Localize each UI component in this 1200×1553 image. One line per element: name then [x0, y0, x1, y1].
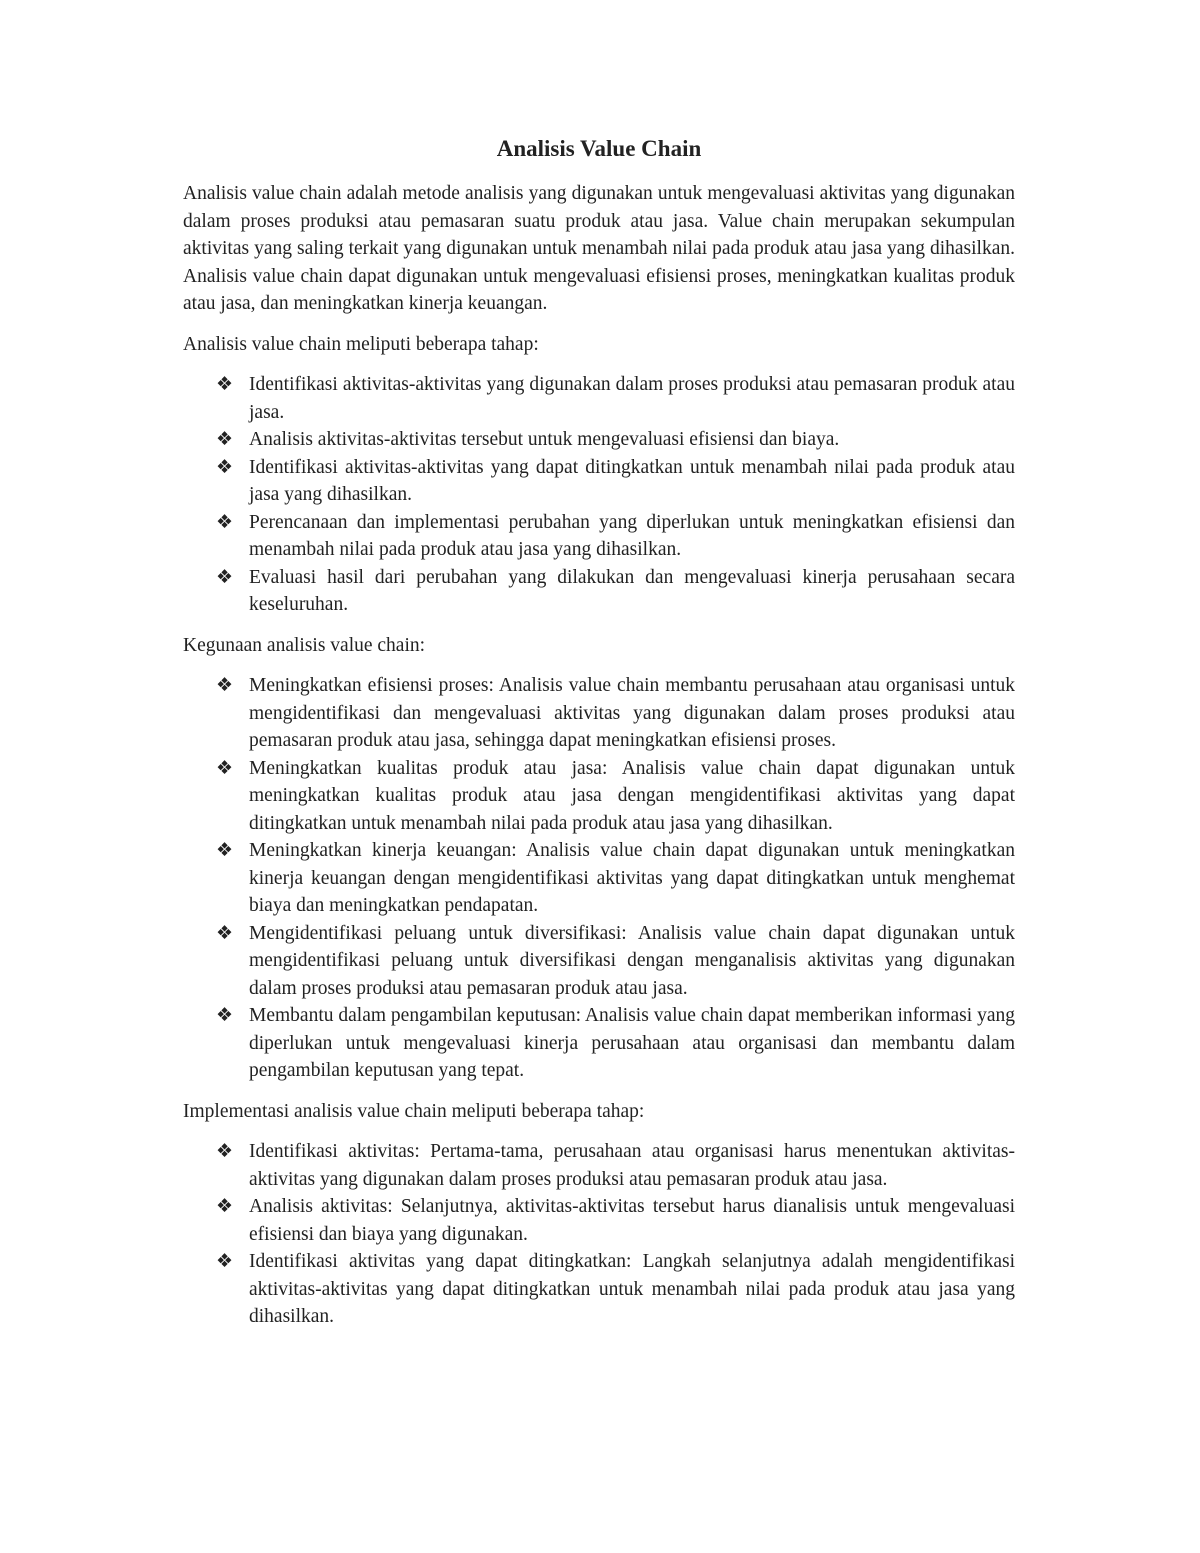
diamond-bullet-icon: ❖	[216, 1250, 234, 1272]
document-page	[183, 132, 1015, 1344]
list-item	[216, 1138, 1015, 1193]
list-item	[216, 755, 1015, 838]
list-item-text: Identifikasi aktivitas: Pertama-tama, perusahaan atau organisasi harus menentukan aktivitas-aktivitas yang digunakan dalam proses produksi atau pemasaran produk atau jasa.	[249, 1141, 1015, 1190]
diamond-bullet-icon: ❖	[216, 373, 234, 395]
diamond-bullet-icon: ❖	[216, 674, 234, 696]
list-item	[216, 509, 1015, 564]
bullet-list-tahap	[183, 371, 1015, 619]
list-item-text: Analisis aktivitas: Selanjutnya, aktivitas-aktivitas tersebut harus dianalisis untuk mengevaluasi efisiensi dan biaya yang digunakan.	[249, 1196, 1015, 1245]
list-item-text: Identifikasi aktivitas-aktivitas yang dapat ditingkatkan untuk menambah nilai pada produk atau jasa yang dihasilkan.	[249, 456, 1015, 505]
list-item-text: Analisis aktivitas-aktivitas tersebut untuk mengevaluasi efisiensi dan biaya.	[249, 429, 840, 450]
list-item-text: Meningkatkan kualitas produk atau jasa: Analisis value chain dapat digunakan untuk meningkatkan kualitas produk atau jasa dengan mengidentifikasi aktivitas yang dapat ditingkatkan untuk menambah nilai pada produk atau jasa yang dihasilkan.	[249, 757, 1015, 834]
bullet-list-implementasi	[183, 1138, 1015, 1331]
list-item	[216, 1248, 1015, 1331]
diamond-bullet-icon: ❖	[216, 428, 234, 450]
diamond-bullet-icon: ❖	[216, 455, 234, 478]
diamond-bullet-icon: ❖	[216, 1004, 234, 1026]
list-item-text: Identifikasi aktivitas-aktivitas yang digunakan dalam proses produksi atau pemasaran produk atau jasa.	[249, 374, 1015, 423]
intro-paragraph: Analisis value chain adalah metode analisis yang digunakan untuk mengevaluasi aktivitas yang digunakan dalam proses produksi atau pemasaran suatu produk atau jasa. Value chain merupakan sekumpulan aktivitas yang saling terkait yang digunakan untuk menambah nilai pada produk atau jasa yang dihasilkan. Analisis value chain dapat digunakan untuk mengevaluasi efisiensi proses, meningkatkan kualitas produk atau jasa, dan meningkatkan kinerja keuangan.	[183, 183, 1015, 314]
list-item-text: Mengidentifikasi peluang untuk diversifikasi: Analisis value chain dapat digunakan untuk mengidentifikasi peluang untuk diversifikasi dengan menganalisis aktivitas yang digunakan dalam proses produksi atau pemasaran produk atau jasa.	[249, 922, 1015, 999]
list-item-text: Meningkatkan efisiensi proses: Analisis value chain membantu perusahaan atau organisasi untuk mengidentifikasi dan mengevaluasi aktivitas yang digunakan dalam proses produksi atau pemasaran produk atau jasa, sehingga dapat meningkatkan efisiensi proses.	[249, 675, 1015, 751]
diamond-bullet-icon: ❖	[216, 565, 234, 588]
list-item-text: Meningkatkan kinerja keuangan: Analisis value chain dapat digunakan untuk meningkatkan kinerja keuangan dengan mengidentifikasi aktivitas yang dapat ditingkatkan untuk menghemat biaya dan meningkatkan pendapatan.	[249, 840, 1015, 916]
list-item-text: Identifikasi aktivitas yang dapat ditingkatkan: Langkah selanjutnya adalah mengidentifikasi aktivitas-aktivitas yang dapat ditingkatkan untuk menambah nilai pada produk atau jasa yang dihasilkan.	[249, 1251, 1015, 1327]
diamond-bullet-icon: ❖	[216, 510, 234, 533]
document-title: Analisis Value Chain	[496, 136, 702, 161]
bullet-list-kegunaan	[183, 672, 1015, 1085]
diamond-bullet-icon: ❖	[216, 921, 234, 944]
list-item-text: Evaluasi hasil dari perubahan yang dilakukan dan mengevaluasi kinerja perusahaan secara keseluruhan.	[249, 566, 1015, 615]
list-item	[216, 1193, 1015, 1248]
list-item	[216, 920, 1015, 1003]
list-item	[216, 672, 1015, 755]
list-item	[216, 426, 1015, 454]
diamond-bullet-icon: ❖	[216, 1195, 234, 1217]
list-item	[216, 371, 1015, 426]
section-heading-tahap: Analisis value chain meliputi beberapa tahap:	[183, 333, 539, 355]
section-heading-kegunaan: Kegunaan analisis value chain:	[183, 634, 426, 656]
list-item	[216, 564, 1015, 619]
list-item	[216, 837, 1015, 920]
section-heading-implementasi: Implementasi analisis value chain meliputi beberapa tahap:	[183, 1100, 645, 1122]
list-item	[216, 1002, 1015, 1085]
diamond-bullet-icon: ❖	[216, 756, 234, 779]
diamond-bullet-icon: ❖	[216, 839, 234, 861]
list-item-text: Perencanaan dan implementasi perubahan yang diperlukan untuk meningkatkan efisiensi dan menambah nilai pada produk atau jasa yang dihasilkan.	[249, 511, 1015, 560]
list-item	[216, 454, 1015, 509]
list-item-text: Membantu dalam pengambilan keputusan: Analisis value chain dapat memberikan informasi yang diperlukan untuk mengevaluasi kinerja perusahaan atau organisasi dan membantu dalam pengambilan keputusan yang tepat.	[249, 1005, 1015, 1081]
diamond-bullet-icon: ❖	[216, 1140, 234, 1162]
